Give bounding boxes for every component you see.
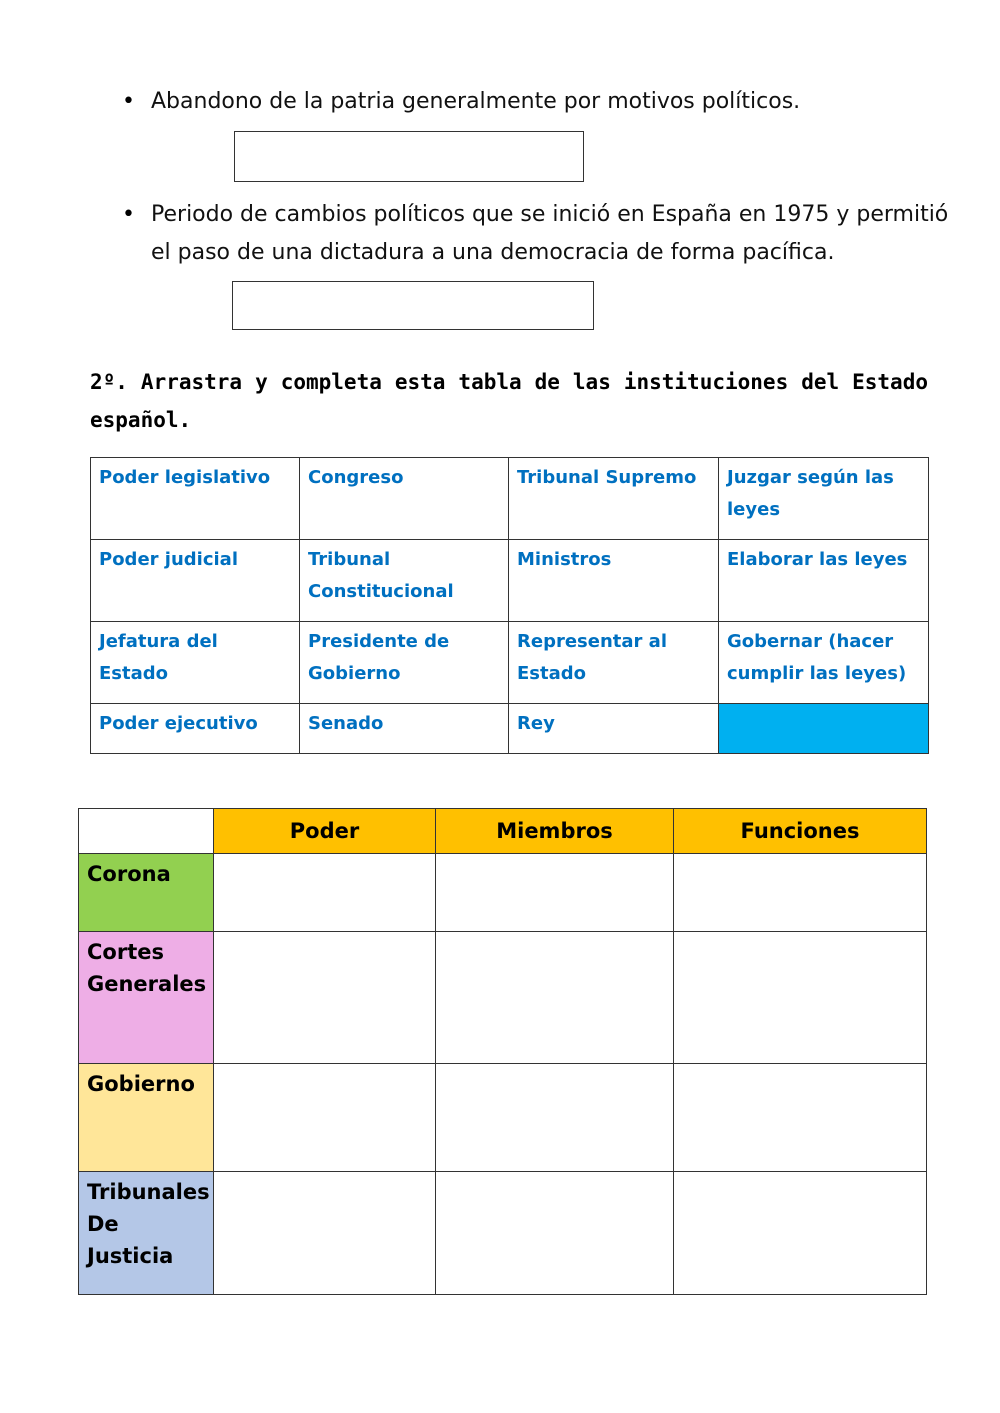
draggable-word[interactable]: Jefatura del Estado [91, 622, 300, 704]
exercise-2-heading: 2º. Arrastra y completa esta tabla de las instituciones del Estado español. [90, 370, 928, 432]
header-funciones: Funciones [674, 809, 927, 854]
draggable-word[interactable]: Poder legislativo [91, 458, 300, 540]
draggable-word[interactable]: Juzgar según las leyes [719, 458, 929, 540]
draggable-word[interactable]: Elaborar las leyes [719, 540, 929, 622]
answer-box-2[interactable] [232, 281, 594, 330]
bullet-dot: • [122, 202, 135, 227]
row-label-cortes-generales: Cortes Generales [79, 932, 214, 1064]
draggable-word[interactable]: Gobernar (hacer cumplir las leyes) [719, 622, 929, 704]
definition-1: Abandono de la patria generalmente por motivos políticos. [151, 89, 801, 114]
draggable-word[interactable]: Ministros [509, 540, 719, 622]
drop-cell[interactable] [674, 1064, 927, 1172]
definition-2-line-1: Periodo de cambios políticos que se inició en España en 1975 y permitió [151, 202, 949, 227]
word-bank-table [90, 457, 929, 754]
filled-cell [719, 704, 929, 754]
definition-2-line-2: el paso de una dictadura a una democracia de forma pacífica. [151, 240, 835, 265]
draggable-word[interactable]: Tribunal Constitucional [300, 540, 509, 622]
drop-cell[interactable] [436, 1172, 674, 1295]
draggable-word[interactable]: Rey [509, 704, 719, 754]
row-label-corona: Corona [79, 854, 214, 932]
drop-cell[interactable] [214, 854, 436, 932]
draggable-word[interactable]: Representar al Estado [509, 622, 719, 704]
answer-box-1[interactable] [234, 131, 584, 182]
draggable-word[interactable]: Presidente de Gobierno [300, 622, 509, 704]
draggable-word[interactable]: Congreso [300, 458, 509, 540]
header-miembros: Miembros [436, 809, 674, 854]
institutions-table [78, 808, 927, 1295]
drop-cell[interactable] [674, 932, 927, 1064]
drop-cell[interactable] [214, 1064, 436, 1172]
corner-cell [79, 809, 214, 854]
draggable-word[interactable]: Senado [300, 704, 509, 754]
drop-cell[interactable] [436, 854, 674, 932]
drop-cell[interactable] [436, 1064, 674, 1172]
bullet-dot: • [122, 89, 135, 114]
drop-cell[interactable] [674, 1172, 927, 1295]
drop-cell[interactable] [674, 854, 927, 932]
drop-cell[interactable] [436, 932, 674, 1064]
draggable-word[interactable]: Poder judicial [91, 540, 300, 622]
draggable-word[interactable]: Tribunal Supremo [509, 458, 719, 540]
draggable-word[interactable]: Poder ejecutivo [91, 704, 300, 754]
header-poder: Poder [214, 809, 436, 854]
drop-cell[interactable] [214, 1172, 436, 1295]
drop-cell[interactable] [214, 932, 436, 1064]
row-label-gobierno: Gobierno [79, 1064, 214, 1172]
row-label-tribunales-de-justicia: Tribunales De Justicia [79, 1172, 214, 1295]
